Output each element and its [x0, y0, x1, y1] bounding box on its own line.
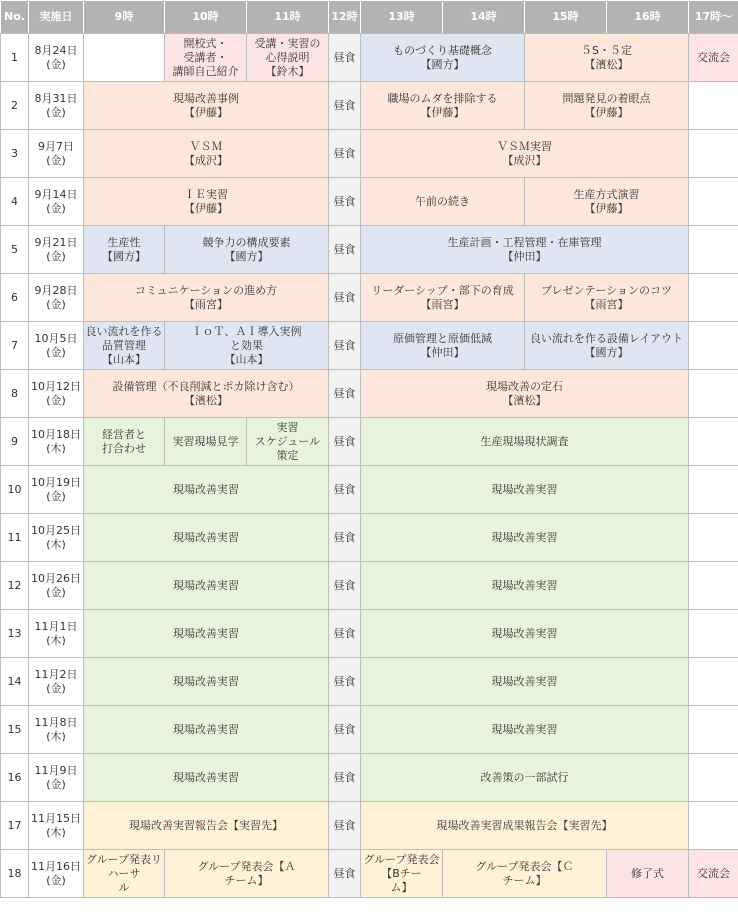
lunch-cell: 昼食 [329, 418, 361, 466]
row-number: 4 [1, 178, 29, 226]
lunch-cell: 昼食 [329, 82, 361, 130]
row-number: 13 [1, 610, 29, 658]
empty-cell [689, 322, 738, 370]
session-cell: 経営者と 打合わせ [84, 418, 165, 466]
session-date: 11月2日 (金) [29, 658, 84, 706]
header-11: 11時 [247, 1, 329, 34]
row-number: 12 [1, 562, 29, 610]
header-10: 10時 [165, 1, 247, 34]
table-row [1, 562, 738, 610]
session-cell: 生産計画・工程管理・在庫管理 【仲田】 [361, 226, 689, 274]
table-row [1, 82, 738, 130]
session-date: 9月14日 (金) [29, 178, 84, 226]
lunch-cell: 昼食 [329, 802, 361, 850]
session-cell: 良い流れを作る設備レイアウト 【國方】 [525, 322, 689, 370]
session-cell: ＶＳＭ実習 【成沢】 [361, 130, 689, 178]
session-cell: 職場のムダを排除する 【伊藤】 [361, 82, 525, 130]
lunch-cell: 昼食 [329, 754, 361, 802]
session-cell: 設備管理（不良削減とポカ除け含む） 【濱松】 [84, 370, 329, 418]
lunch-cell: 昼食 [329, 178, 361, 226]
empty-cell [689, 754, 738, 802]
session-cell: 現場改善事例 【伊藤】 [84, 82, 329, 130]
table-row [1, 130, 738, 178]
empty-cell [689, 466, 738, 514]
table-row [1, 754, 738, 802]
empty-cell [84, 34, 165, 82]
session-cell: ＶＳＭ 【成沢】 [84, 130, 329, 178]
session-cell: 現場改善実習 [361, 706, 689, 754]
table-row [1, 370, 738, 418]
session-cell: 原価管理と原価低減 【仲田】 [361, 322, 525, 370]
session-cell: 開校式・ 受講者・ 講師自己紹介 [165, 34, 247, 82]
lunch-cell: 昼食 [329, 706, 361, 754]
session-cell: グループ発表リハーサ ル [84, 850, 165, 898]
session-cell: 受講・実習の 心得説明 【鈴木】 [247, 34, 329, 82]
session-date: 11月1日 (木) [29, 610, 84, 658]
session-cell: 改善策の一部試行 [361, 754, 689, 802]
session-cell: 現場改善実習 [361, 658, 689, 706]
row-number: 8 [1, 370, 29, 418]
session-cell: 現場改善実習 [84, 658, 329, 706]
header-14: 14時 [443, 1, 525, 34]
session-date: 11月9日 (金) [29, 754, 84, 802]
session-cell: 午前の続き [361, 178, 525, 226]
lunch-cell: 昼食 [329, 514, 361, 562]
table-row [1, 706, 738, 754]
session-date: 11月16日 (金) [29, 850, 84, 898]
empty-cell [689, 178, 738, 226]
empty-cell [689, 706, 738, 754]
lunch-cell: 昼食 [329, 130, 361, 178]
lunch-cell: 昼食 [329, 850, 361, 898]
row-number: 15 [1, 706, 29, 754]
row-number: 16 [1, 754, 29, 802]
session-cell: ものづくり基礎概念 【國方】 [361, 34, 525, 82]
lunch-cell: 昼食 [329, 658, 361, 706]
header-16: 16時 [607, 1, 689, 34]
row-number: 7 [1, 322, 29, 370]
row-number: 3 [1, 130, 29, 178]
session-date: 8月24日 (金) [29, 34, 84, 82]
header-no: No. [1, 1, 29, 34]
empty-cell [689, 418, 738, 466]
session-date: 10月12日 (金) [29, 370, 84, 418]
table-row [1, 226, 738, 274]
header-15: 15時 [525, 1, 607, 34]
empty-cell [689, 130, 738, 178]
session-cell: 生産方式演習 【伊藤】 [525, 178, 689, 226]
session-cell: コミュニケーションの進め方 【雨宮】 [84, 274, 329, 322]
row-number: 14 [1, 658, 29, 706]
session-cell: 生産性 【國方】 [84, 226, 165, 274]
session-cell: 現場改善実習報告会【実習先】 [84, 802, 329, 850]
session-cell: 現場改善実習 [361, 466, 689, 514]
empty-cell [689, 274, 738, 322]
table-row [1, 274, 738, 322]
session-cell: 現場改善実習 [361, 514, 689, 562]
row-number: 6 [1, 274, 29, 322]
session-cell: 交流会 [689, 34, 738, 82]
session-cell: 競争力の構成要素 【國方】 [165, 226, 329, 274]
session-cell: ＩＥ実習 【伊藤】 [84, 178, 329, 226]
lunch-cell: 昼食 [329, 562, 361, 610]
table-row [1, 34, 738, 82]
table-row [1, 514, 738, 562]
session-cell: 現場改善実習 [84, 706, 329, 754]
table-row [1, 466, 738, 514]
session-cell: 修了式 [607, 850, 689, 898]
lunch-cell: 昼食 [329, 34, 361, 82]
session-date: 9月28日 (金) [29, 274, 84, 322]
session-cell: 現場改善実習 [84, 466, 329, 514]
empty-cell [689, 658, 738, 706]
session-date: 10月19日 (金) [29, 466, 84, 514]
row-number: 9 [1, 418, 29, 466]
row-number: 11 [1, 514, 29, 562]
schedule-body [1, 34, 738, 898]
table-row [1, 322, 738, 370]
lunch-cell: 昼食 [329, 322, 361, 370]
session-cell: グループ発表会【Ｃ チーム】 [443, 850, 607, 898]
session-date: 8月31日 (金) [29, 82, 84, 130]
session-cell: 現場改善実習 [84, 754, 329, 802]
header-date: 実施日 [29, 1, 84, 34]
empty-cell [689, 514, 738, 562]
session-date: 10月18日 (木) [29, 418, 84, 466]
lunch-cell: 昼食 [329, 274, 361, 322]
session-cell: 交流会 [689, 850, 738, 898]
session-cell: 現場改善実習 [84, 562, 329, 610]
lunch-cell: 昼食 [329, 466, 361, 514]
session-date: 9月21日 (金) [29, 226, 84, 274]
table-row [1, 658, 738, 706]
session-cell: ５S・５定 【濱松】 [525, 34, 689, 82]
row-number: 2 [1, 82, 29, 130]
table-row [1, 178, 738, 226]
table-row [1, 850, 738, 898]
lunch-cell: 昼食 [329, 226, 361, 274]
table-row [1, 418, 738, 466]
session-date: 9月7日 (金) [29, 130, 84, 178]
session-cell: リーダーシップ・部下の育成 【雨宮】 [361, 274, 525, 322]
empty-cell [689, 562, 738, 610]
table-row [1, 802, 738, 850]
header-12: 12時 [329, 1, 361, 34]
row-number: 10 [1, 466, 29, 514]
session-cell: 現場改善実習成果報告会【実習先】 [361, 802, 689, 850]
row-number: 17 [1, 802, 29, 850]
session-cell: 問題発見の着眼点 【伊藤】 [525, 82, 689, 130]
session-date: 10月26日 (金) [29, 562, 84, 610]
session-cell: 実習現場見学 [165, 418, 247, 466]
session-cell: 実習 スケジュール 策定 [247, 418, 329, 466]
session-cell: 現場改善実習 [84, 514, 329, 562]
session-cell: グループ発表会【Ａ チーム】 [165, 850, 329, 898]
empty-cell [689, 370, 738, 418]
session-cell: 現場改善実習 [84, 610, 329, 658]
row-number: 5 [1, 226, 29, 274]
session-date: 11月8日 (木) [29, 706, 84, 754]
lunch-cell: 昼食 [329, 610, 361, 658]
header-17: 17時～ [689, 1, 738, 34]
row-number: 18 [1, 850, 29, 898]
empty-cell [689, 802, 738, 850]
session-cell: 現場改善実習 [361, 562, 689, 610]
empty-cell [689, 610, 738, 658]
session-cell: プレゼンテーションのコツ 【雨宮】 [525, 274, 689, 322]
empty-cell [689, 82, 738, 130]
session-cell: 現場改善の定石 【濱松】 [361, 370, 689, 418]
session-cell: 生産現場現状調査 [361, 418, 689, 466]
header-9: 9時 [84, 1, 165, 34]
session-date: 11月15日 (木) [29, 802, 84, 850]
row-number: 1 [1, 34, 29, 82]
empty-cell [689, 226, 738, 274]
session-cell: 良い流れを作る 品質管理 【山本】 [84, 322, 165, 370]
lunch-cell: 昼食 [329, 370, 361, 418]
session-cell: ＩｏＴ、ＡＩ導入実例 と効果 【山本】 [165, 322, 329, 370]
session-date: 10月25日 (木) [29, 514, 84, 562]
table-row [1, 610, 738, 658]
header-13: 13時 [361, 1, 443, 34]
header-row [1, 1, 738, 34]
session-cell: 現場改善実習 [361, 610, 689, 658]
session-cell: グループ発表会【Bチー ム】 [361, 850, 443, 898]
session-date: 10月5日 (金) [29, 322, 84, 370]
